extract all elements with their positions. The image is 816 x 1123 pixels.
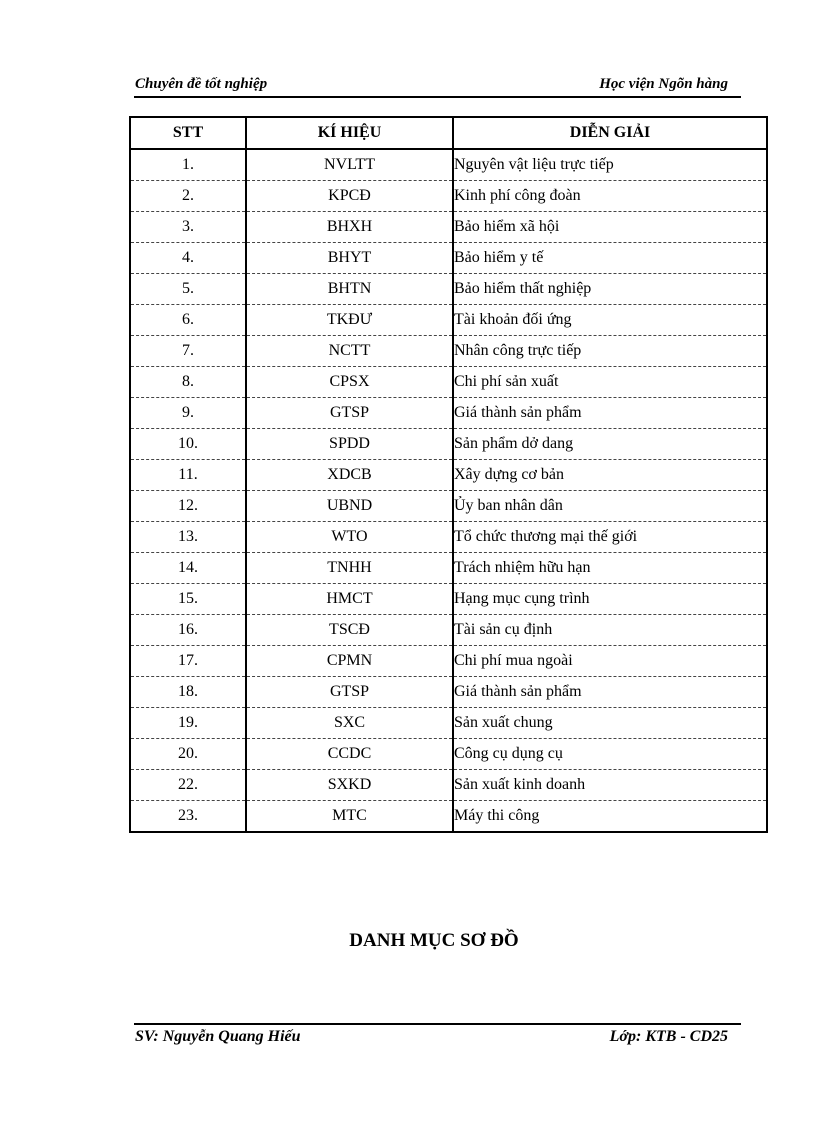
row-number: 1. (130, 149, 246, 181)
abbreviation-description: Bảo hiểm xã hội (453, 212, 767, 243)
section-title: DANH MỤC SƠ ĐỒ (349, 930, 519, 951)
table-row (130, 181, 767, 212)
table-header-row (130, 117, 767, 149)
abbreviation-description: Kinh phí công đoàn (453, 181, 767, 212)
row-number: 17. (130, 646, 246, 677)
abbreviation-description: Sản xuất kinh doanh (453, 770, 767, 801)
abbreviation-description: Chi phí sản xuất (453, 367, 767, 398)
table-row (130, 584, 767, 615)
table-row (130, 274, 767, 305)
abbreviation-description: Công cụ dụng cụ (453, 739, 767, 770)
table-row (130, 553, 767, 584)
table-body (130, 149, 767, 832)
header-left-title: Chuyên đề tốt nghiệp (135, 76, 268, 92)
abbreviation-table (129, 116, 768, 833)
abbreviation-code: CPSX (246, 367, 453, 398)
abbreviation-code: WTO (246, 522, 453, 553)
row-number: 5. (130, 274, 246, 305)
footer-class: Lớp: KTB - CD25 (609, 1028, 728, 1045)
table-row (130, 770, 767, 801)
table-row (130, 305, 767, 336)
abbreviation-description: Tổ chức thương mại thế giới (453, 522, 767, 553)
abbreviation-description: Xây dựng cơ bản (453, 460, 767, 491)
row-number: 4. (130, 243, 246, 274)
abbreviation-code: SXC (246, 708, 453, 739)
table-row (130, 149, 767, 181)
abbreviation-description: Máy thi công (453, 801, 767, 833)
table-row (130, 336, 767, 367)
abbreviation-code: TSCĐ (246, 615, 453, 646)
abbreviation-code: SPDD (246, 429, 453, 460)
abbreviation-description: Giá thành sản phẩm (453, 398, 767, 429)
abbreviation-code: KPCĐ (246, 181, 453, 212)
abbreviation-code: GTSP (246, 677, 453, 708)
row-number: 10. (130, 429, 246, 460)
abbreviation-code: GTSP (246, 398, 453, 429)
row-number: 14. (130, 553, 246, 584)
abbreviation-description: Chi phí mua ngoài (453, 646, 767, 677)
row-number: 8. (130, 367, 246, 398)
table-row (130, 460, 767, 491)
row-number: 2. (130, 181, 246, 212)
column-header-code: KÍ HIỆU (246, 117, 453, 149)
header-divider (134, 96, 741, 98)
abbreviation-code: MTC (246, 801, 453, 833)
footer-student-name: SV: Nguyễn Quang Hiếu (135, 1028, 301, 1045)
table-row (130, 398, 767, 429)
row-number: 12. (130, 491, 246, 522)
abbreviation-description: Ủy ban nhân dân (453, 491, 767, 522)
row-number: 6. (130, 305, 246, 336)
abbreviation-code: TNHH (246, 553, 453, 584)
abbreviation-code: NCTT (246, 336, 453, 367)
row-number: 16. (130, 615, 246, 646)
abbreviation-description: Sản xuất chung (453, 708, 767, 739)
abbreviation-description: Tài khoản đối ứng (453, 305, 767, 336)
abbreviation-code: BHYT (246, 243, 453, 274)
abbreviation-description: Sản phẩm dở dang (453, 429, 767, 460)
row-number: 20. (130, 739, 246, 770)
table-row (130, 739, 767, 770)
column-header-stt: STT (130, 117, 246, 149)
abbreviation-code: CPMN (246, 646, 453, 677)
abbreviation-description: Nhân công trực tiếp (453, 336, 767, 367)
abbreviation-description: Bảo hiểm y tế (453, 243, 767, 274)
row-number: 18. (130, 677, 246, 708)
table-row (130, 801, 767, 833)
abbreviation-description: Trách nhiệm hữu hạn (453, 553, 767, 584)
table-row (130, 646, 767, 677)
row-number: 19. (130, 708, 246, 739)
abbreviation-code: UBND (246, 491, 453, 522)
abbreviation-code: HMCT (246, 584, 453, 615)
abbreviation-description: Giá thành sản phẩm (453, 677, 767, 708)
row-number: 13. (130, 522, 246, 553)
table-row (130, 615, 767, 646)
abbreviation-description: Tài sản cụ định (453, 615, 767, 646)
abbreviation-code: CCDC (246, 739, 453, 770)
row-number: 9. (130, 398, 246, 429)
table-row (130, 367, 767, 398)
table-row (130, 708, 767, 739)
table-row (130, 491, 767, 522)
row-number: 23. (130, 801, 246, 833)
table-row (130, 677, 767, 708)
abbreviation-description: Nguyên vật liệu trực tiếp (453, 149, 767, 181)
column-header-description: DIỄN GIẢI (453, 117, 767, 149)
abbreviation-code: BHTN (246, 274, 453, 305)
row-number: 22. (130, 770, 246, 801)
row-number: 7. (130, 336, 246, 367)
row-number: 15. (130, 584, 246, 615)
table-row (130, 429, 767, 460)
abbreviation-code: NVLTT (246, 149, 453, 181)
table-row (130, 212, 767, 243)
abbreviation-code: XDCB (246, 460, 453, 491)
abbreviation-description: Bảo hiểm thất nghiệp (453, 274, 767, 305)
row-number: 3. (130, 212, 246, 243)
abbreviation-code: TKĐƯ (246, 305, 453, 336)
abbreviation-code: SXKD (246, 770, 453, 801)
table-row (130, 522, 767, 553)
table-row (130, 243, 767, 274)
footer-divider (134, 1023, 741, 1025)
row-number: 11. (130, 460, 246, 491)
abbreviation-code: BHXH (246, 212, 453, 243)
abbreviation-description: Hạng mục cụng trình (453, 584, 767, 615)
header-right-title: Học viện Ngõn hàng (599, 76, 728, 92)
